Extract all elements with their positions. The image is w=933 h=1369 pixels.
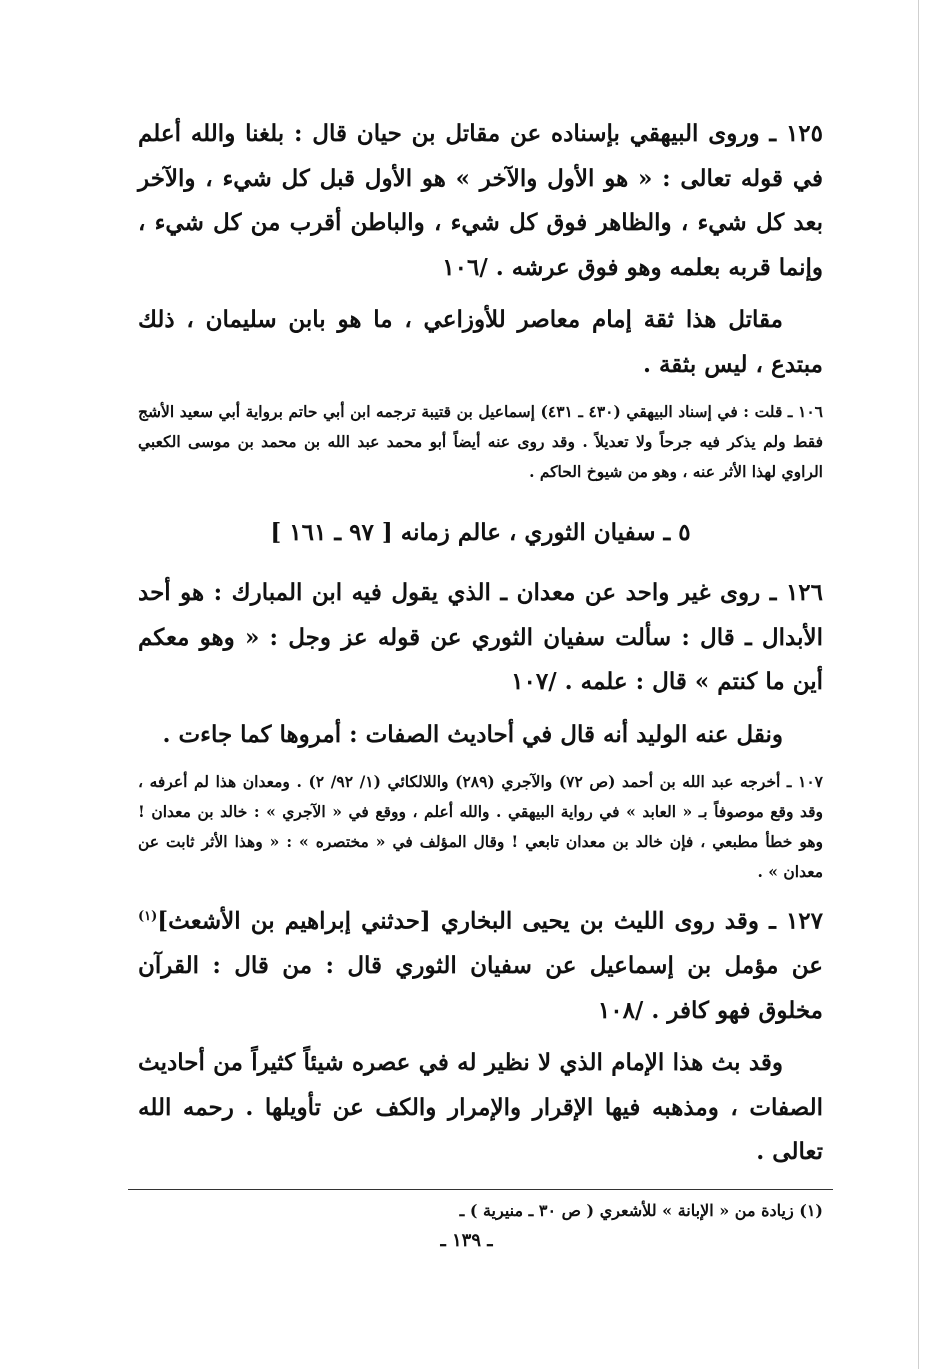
section-heading-sufyan: ٥ ـ سفيان الثوري ، عالم زمانه [ ٩٧ ـ ١٦١ ] [270, 519, 691, 546]
paragraph-muqatil-comment: مقاتل هذا ثقة إمام معاصر للأوزاعي ، ما هو بابن سليمان ، ذلك مبتدع ، ليس بثقة . [138, 306, 823, 378]
paragraph-127 [138, 895, 823, 1033]
note-107: ١٠٧ ـ أخرجه عبد الله بن أحمد (ص ٧٢) والآجري (٢٨٩) واللالكائي (١/ ٩٢/ ٢) . ومعدان هذا لم أعرفه ، وقد وقع موصوفاً بـ « العابد » في رواية البيهقي . والله أعلم ، ووقع في « الآجري » : خالد بن معدان ! وهو خطأ مطبعي ، فإن خالد بن معدان تابعي ! وقال المؤلف في « مختصره » : « وهذا الأثر ثابت عن معدان » . [138, 772, 824, 881]
paragraph-125: ١٢٥ ـ وروى البيهقي بإسناده عن مقاتل بن حيان قال : بلغنا والله أعلم في قوله تعالى : « هو الأول والآخر » هو الأول قبل كل شيء ، والآخر بعد كل شيء ، والظاهر فوق كل شيء ، والباطن أقرب من كل شيء ، وإنما قربه بعلمه وهو فوق عرشه . /١٠٦ [138, 120, 823, 281]
paragraph-127-part-a: ١٢٧ ـ وقد روى الليث بن يحيى البخاري [حدثني إبراهيم بن الأشعث] [157, 907, 823, 935]
paragraph-imam-comment: وقد بث هذا الإمام الذي لا نظير له في عصره شيئاً كثيراً من أحاديث الصفات ، ومذهبه فيها الإقرار والإمرار والكف عن تأويلها . رحمه الله تعالى . [138, 1049, 823, 1166]
scan-edge-line [918, 0, 919, 1369]
paragraph-127-part-b: عن مؤمل بن إسماعيل عن سفيان الثوري قال : من قال : القرآن مخلوق فهو كافر . /١٠٨ [138, 952, 823, 1024]
paragraph-walid: ونقل عنه الوليد أنه قال في أحاديث الصفات : أمروها كما جاءت . [162, 720, 783, 748]
footnote-1: (١) زيادة من « الإبانة » للأشعري ( ص ٣٠ ـ منيرية ) ـ [459, 1200, 823, 1220]
page-content [138, 112, 823, 1226]
paragraph-126: ١٢٦ ـ روى غير واحد عن معدان ـ الذي يقول فيه ابن المبارك : هو أحد الأبدال ـ قال : سألت سفيان الثوري عن قوله عز وجل : « وهو معكم أين ما كنتم » قال : علمه . /١٠٧ [138, 579, 823, 695]
page-number: ـ ١٣٩ ـ [440, 1230, 493, 1251]
footnote-ref-1: (١) [138, 909, 158, 924]
footnote-separator [128, 1189, 833, 1190]
note-106: ١٠٦ ـ قلت : في إسناد البيهقي (٤٣٠ ـ ٤٣١) إسماعيل بن قتيبة ترجمه ابن أبي حاتم برواية أبي سعيد الأشج فقط ولم يذكر فيه جرحاً ولا تعديلاً . وقد روى عنه أيضاً أبو محمد عبد الله بن محمد بن موسى الكعبي الراوي لهذا الأثر عنه ، وهو من شيوخ الحاكم . [138, 402, 823, 481]
